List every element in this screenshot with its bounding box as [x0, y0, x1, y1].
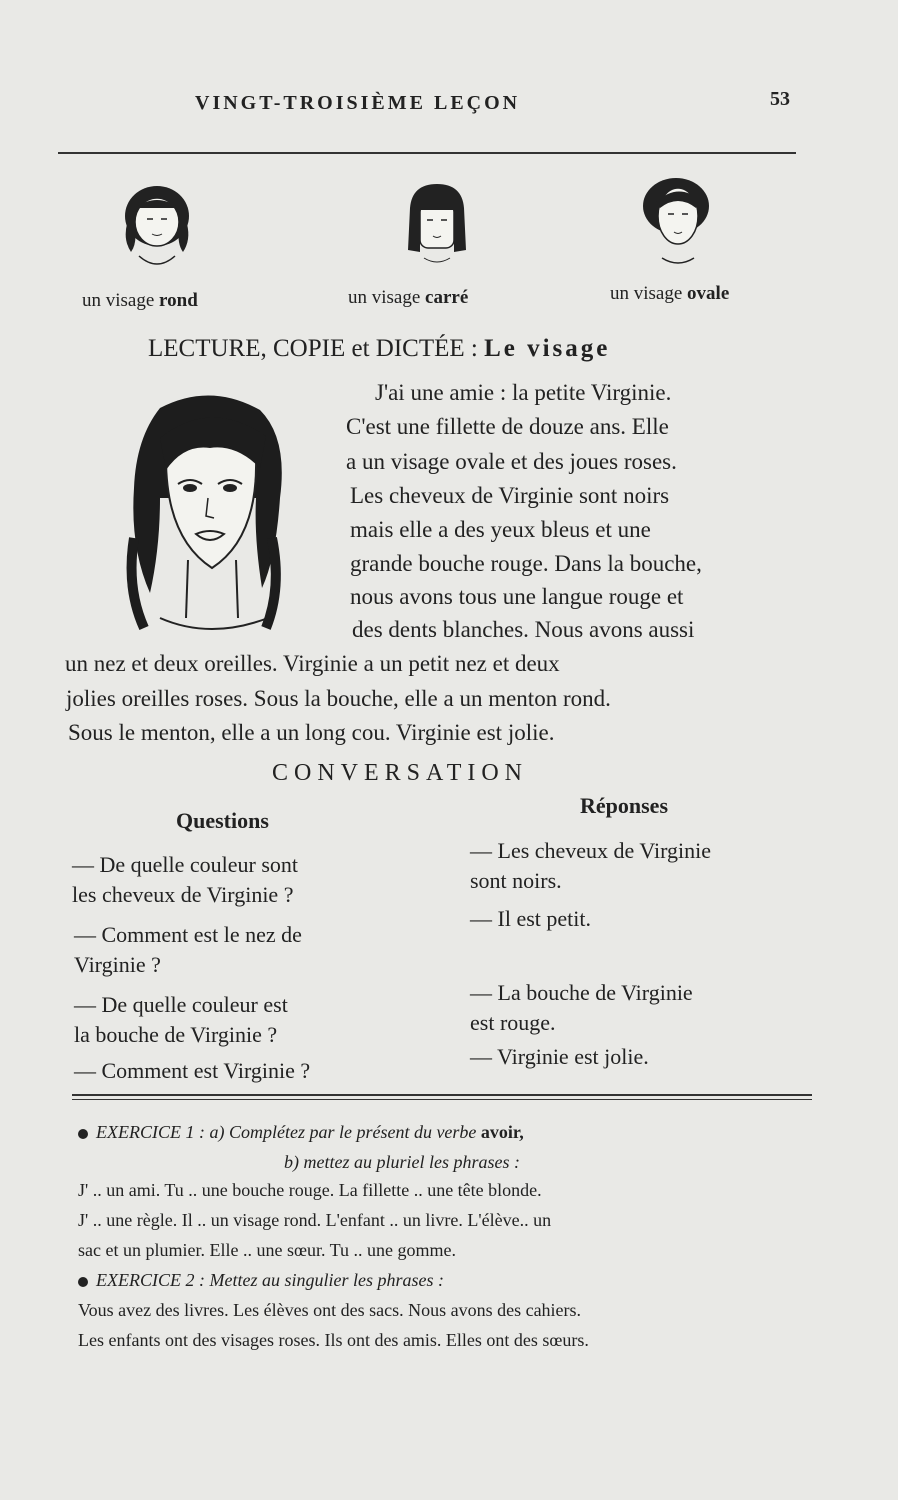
- face-label-oval: un visage ovale: [610, 283, 730, 304]
- exercise-line: J' .. un ami. Tu .. une bouche rouge. La fillette .. une tête blonde.: [78, 1180, 542, 1200]
- questions-heading: Questions: [176, 808, 269, 833]
- answer-item: — Les cheveux de Virginie sont noirs.: [470, 838, 712, 893]
- reading-line: a un visage ovale et des joues roses.: [346, 449, 677, 474]
- reading-line: Sous le menton, elle a un long cou. Virginie est jolie.: [68, 720, 555, 745]
- face-label-round: un visage rond: [82, 290, 198, 311]
- reading-line: C'est une fillette de douze ans. Elle: [346, 414, 669, 439]
- header-rule: [58, 152, 796, 154]
- exercise-line: sac et un plumier. Elle .. une sœur. Tu .. une gomme.: [78, 1240, 456, 1260]
- answer-item: — Il est petit.: [470, 906, 591, 931]
- divider-rule: [72, 1094, 812, 1096]
- exercise-line: Les enfants ont des visages roses. Ils ont des amis. Elles ont des sœurs.: [78, 1330, 589, 1350]
- girl-portrait-illustration: [120, 388, 295, 643]
- answers-heading: Réponses: [580, 793, 669, 818]
- reading-line: des dents blanches. Nous avons aussi: [352, 617, 695, 642]
- question-item: — De quelle couleur est la bouche de Virginie ?: [74, 992, 288, 1047]
- bullet-icon: [78, 1277, 88, 1287]
- exercise-line: J' .. une règle. Il .. un visage rond. L'enfant .. un livre. L'élève.. un: [78, 1210, 552, 1230]
- answer-item: — Virginie est jolie.: [470, 1044, 649, 1069]
- reading-line: mais elle a des yeux bleus et une: [350, 517, 651, 542]
- conversation-title: CONVERSATION: [272, 760, 529, 786]
- exercise-1-title: EXERCICE 1 : a) Complétez par le présent du verbe avoir,: [78, 1122, 524, 1143]
- reading-line: un nez et deux oreilles. Virginie a un petit nez et deux: [65, 651, 560, 676]
- round-face-illustration: [115, 178, 200, 276]
- reading-line: grande bouche rouge. Dans la bouche,: [350, 551, 702, 576]
- oval-face-illustration: [638, 172, 716, 270]
- reading-line: jolies oreilles roses. Sous la bouche, elle a un menton rond.: [66, 686, 611, 711]
- divider-rule: [72, 1099, 812, 1100]
- exercise-2-title: EXERCICE 2 : Mettez au singulier les phrases :: [78, 1270, 444, 1291]
- exercise-1-subtitle: b) mettez au pluriel les phrases :: [284, 1152, 520, 1172]
- reading-line: J'ai une amie : la petite Virginie.: [375, 380, 672, 405]
- lesson-title: VINGT-TROISIÈME LEÇON: [195, 92, 521, 114]
- bullet-icon: [78, 1129, 88, 1139]
- answer-item: — La bouche de Virginie est rouge.: [470, 980, 693, 1035]
- face-label-square: un visage carré: [348, 287, 469, 308]
- reading-title: LECTURE, COPIE et DICTÉE : Le visage: [148, 335, 611, 362]
- question-item: — Comment est Virginie ?: [74, 1058, 311, 1083]
- reading-line: Les cheveux de Virginie sont noirs: [350, 483, 670, 508]
- question-item: — De quelle couleur sont les cheveux de Virginie ?: [72, 852, 299, 907]
- exercise-line: Vous avez des livres. Les élèves ont des sacs. Nous avons des cahiers.: [78, 1300, 582, 1320]
- square-face-illustration: [402, 178, 472, 266]
- page-number: 53: [770, 88, 790, 110]
- reading-line: nous avons tous une langue rouge et: [350, 584, 684, 609]
- question-item: — Comment est le nez de Virginie ?: [74, 922, 302, 977]
